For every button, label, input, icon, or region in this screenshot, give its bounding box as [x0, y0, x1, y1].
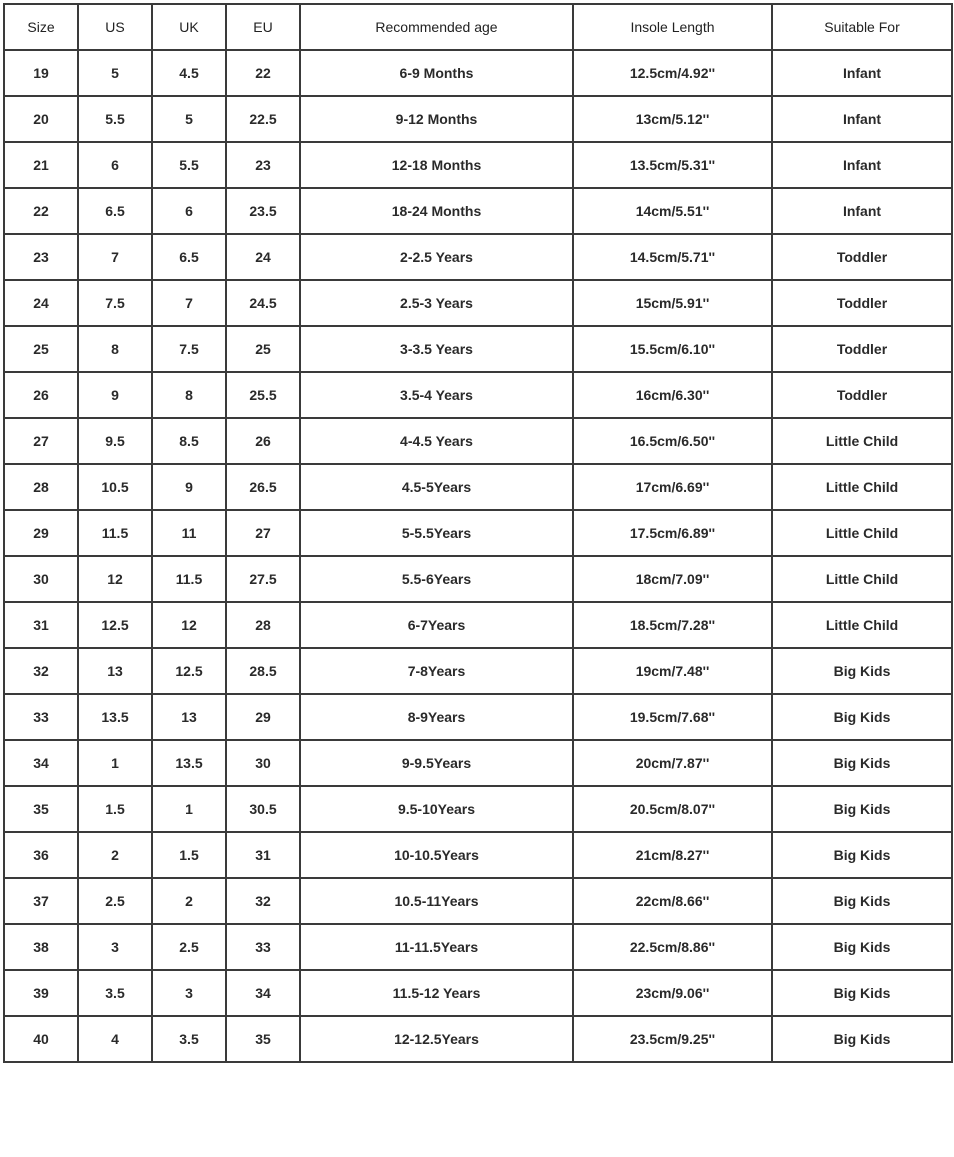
cell-size: 25 [4, 326, 78, 372]
cell-size: 22 [4, 188, 78, 234]
cell-suitable-for: Little Child [772, 464, 952, 510]
cell-us: 5.5 [78, 96, 152, 142]
cell-us: 10.5 [78, 464, 152, 510]
cell-size: 20 [4, 96, 78, 142]
table-header-row [4, 4, 952, 50]
cell-insole-length: 22cm/8.66'' [573, 878, 772, 924]
cell-recommended-age: 18-24 Months [300, 188, 573, 234]
cell-uk: 4.5 [152, 50, 226, 96]
cell-eu: 30.5 [226, 786, 300, 832]
size-chart-table [3, 3, 953, 1063]
cell-size: 33 [4, 694, 78, 740]
cell-recommended-age: 5.5-6Years [300, 556, 573, 602]
cell-suitable-for: Big Kids [772, 970, 952, 1016]
cell-insole-length: 14cm/5.51'' [573, 188, 772, 234]
cell-uk: 8 [152, 372, 226, 418]
cell-insole-length: 19cm/7.48'' [573, 648, 772, 694]
cell-suitable-for: Big Kids [772, 1016, 952, 1062]
cell-uk: 5.5 [152, 142, 226, 188]
cell-uk: 5 [152, 96, 226, 142]
cell-us: 11.5 [78, 510, 152, 556]
cell-us: 3 [78, 924, 152, 970]
table-row [4, 510, 952, 556]
cell-insole-length: 14.5cm/5.71'' [573, 234, 772, 280]
cell-size: 23 [4, 234, 78, 280]
cell-recommended-age: 4-4.5 Years [300, 418, 573, 464]
cell-size: 27 [4, 418, 78, 464]
cell-size: 34 [4, 740, 78, 786]
cell-eu: 27 [226, 510, 300, 556]
cell-recommended-age: 10.5-11Years [300, 878, 573, 924]
header-uk: UK [152, 4, 226, 50]
cell-insole-length: 19.5cm/7.68'' [573, 694, 772, 740]
cell-uk: 1 [152, 786, 226, 832]
cell-recommended-age: 10-10.5Years [300, 832, 573, 878]
cell-eu: 24.5 [226, 280, 300, 326]
cell-eu: 29 [226, 694, 300, 740]
cell-size: 31 [4, 602, 78, 648]
cell-us: 3.5 [78, 970, 152, 1016]
cell-recommended-age: 3-3.5 Years [300, 326, 573, 372]
cell-uk: 3.5 [152, 1016, 226, 1062]
table-row [4, 556, 952, 602]
cell-size: 19 [4, 50, 78, 96]
cell-eu: 25 [226, 326, 300, 372]
cell-size: 21 [4, 142, 78, 188]
cell-eu: 23.5 [226, 188, 300, 234]
cell-uk: 12.5 [152, 648, 226, 694]
cell-size: 30 [4, 556, 78, 602]
cell-us: 12.5 [78, 602, 152, 648]
table-row [4, 142, 952, 188]
table-row [4, 372, 952, 418]
cell-us: 5 [78, 50, 152, 96]
table-row [4, 924, 952, 970]
table-row [4, 50, 952, 96]
table-row [4, 1016, 952, 1062]
cell-us: 6 [78, 142, 152, 188]
cell-us: 13 [78, 648, 152, 694]
cell-size: 29 [4, 510, 78, 556]
table-row [4, 694, 952, 740]
cell-size: 36 [4, 832, 78, 878]
cell-insole-length: 15cm/5.91'' [573, 280, 772, 326]
cell-uk: 7 [152, 280, 226, 326]
cell-insole-length: 21cm/8.27'' [573, 832, 772, 878]
table-row [4, 878, 952, 924]
cell-uk: 1.5 [152, 832, 226, 878]
cell-us: 1 [78, 740, 152, 786]
cell-recommended-age: 11-11.5Years [300, 924, 573, 970]
cell-recommended-age: 6-7Years [300, 602, 573, 648]
cell-suitable-for: Little Child [772, 418, 952, 464]
cell-eu: 30 [226, 740, 300, 786]
header-eu: EU [226, 4, 300, 50]
cell-size: 32 [4, 648, 78, 694]
cell-insole-length: 23cm/9.06'' [573, 970, 772, 1016]
cell-eu: 26.5 [226, 464, 300, 510]
cell-size: 26 [4, 372, 78, 418]
cell-suitable-for: Big Kids [772, 832, 952, 878]
header-us: US [78, 4, 152, 50]
cell-suitable-for: Infant [772, 142, 952, 188]
table-row [4, 786, 952, 832]
cell-uk: 13 [152, 694, 226, 740]
cell-insole-length: 15.5cm/6.10'' [573, 326, 772, 372]
cell-size: 40 [4, 1016, 78, 1062]
cell-uk: 8.5 [152, 418, 226, 464]
cell-recommended-age: 11.5-12 Years [300, 970, 573, 1016]
cell-uk: 9 [152, 464, 226, 510]
cell-uk: 2 [152, 878, 226, 924]
cell-eu: 34 [226, 970, 300, 1016]
cell-recommended-age: 4.5-5Years [300, 464, 573, 510]
cell-suitable-for: Big Kids [772, 740, 952, 786]
cell-us: 2.5 [78, 878, 152, 924]
cell-insole-length: 18.5cm/7.28'' [573, 602, 772, 648]
cell-size: 38 [4, 924, 78, 970]
table-row [4, 464, 952, 510]
cell-us: 12 [78, 556, 152, 602]
cell-suitable-for: Little Child [772, 602, 952, 648]
cell-eu: 32 [226, 878, 300, 924]
cell-eu: 28 [226, 602, 300, 648]
cell-suitable-for: Toddler [772, 326, 952, 372]
cell-eu: 26 [226, 418, 300, 464]
cell-suitable-for: Little Child [772, 556, 952, 602]
cell-us: 6.5 [78, 188, 152, 234]
cell-uk: 2.5 [152, 924, 226, 970]
table-row [4, 648, 952, 694]
cell-insole-length: 17cm/6.69'' [573, 464, 772, 510]
cell-size: 39 [4, 970, 78, 1016]
cell-size: 24 [4, 280, 78, 326]
cell-insole-length: 18cm/7.09'' [573, 556, 772, 602]
table-row [4, 234, 952, 280]
cell-eu: 28.5 [226, 648, 300, 694]
cell-suitable-for: Big Kids [772, 786, 952, 832]
cell-suitable-for: Toddler [772, 372, 952, 418]
cell-eu: 31 [226, 832, 300, 878]
table-row [4, 326, 952, 372]
cell-recommended-age: 8-9Years [300, 694, 573, 740]
header-suitable-for: Suitable For [772, 4, 952, 50]
cell-eu: 33 [226, 924, 300, 970]
table-row [4, 188, 952, 234]
header-size: Size [4, 4, 78, 50]
table-row [4, 740, 952, 786]
cell-recommended-age: 2.5-3 Years [300, 280, 573, 326]
cell-uk: 7.5 [152, 326, 226, 372]
cell-eu: 23 [226, 142, 300, 188]
cell-eu: 24 [226, 234, 300, 280]
cell-size: 37 [4, 878, 78, 924]
table-row [4, 602, 952, 648]
cell-suitable-for: Infant [772, 50, 952, 96]
table-row [4, 280, 952, 326]
cell-insole-length: 12.5cm/4.92'' [573, 50, 772, 96]
cell-recommended-age: 9-9.5Years [300, 740, 573, 786]
cell-insole-length: 13.5cm/5.31'' [573, 142, 772, 188]
cell-uk: 11 [152, 510, 226, 556]
cell-recommended-age: 6-9 Months [300, 50, 573, 96]
cell-us: 7.5 [78, 280, 152, 326]
cell-recommended-age: 12-18 Months [300, 142, 573, 188]
cell-suitable-for: Big Kids [772, 878, 952, 924]
cell-insole-length: 22.5cm/8.86'' [573, 924, 772, 970]
cell-recommended-age: 7-8Years [300, 648, 573, 694]
cell-recommended-age: 2-2.5 Years [300, 234, 573, 280]
cell-us: 2 [78, 832, 152, 878]
cell-uk: 12 [152, 602, 226, 648]
header-insole-length: Insole Length [573, 4, 772, 50]
table-row [4, 970, 952, 1016]
cell-recommended-age: 9.5-10Years [300, 786, 573, 832]
cell-uk: 11.5 [152, 556, 226, 602]
cell-suitable-for: Big Kids [772, 924, 952, 970]
cell-suitable-for: Big Kids [772, 694, 952, 740]
cell-insole-length: 16.5cm/6.50'' [573, 418, 772, 464]
cell-us: 4 [78, 1016, 152, 1062]
cell-suitable-for: Little Child [772, 510, 952, 556]
cell-insole-length: 20.5cm/8.07'' [573, 786, 772, 832]
cell-suitable-for: Toddler [772, 280, 952, 326]
cell-uk: 6.5 [152, 234, 226, 280]
cell-us: 1.5 [78, 786, 152, 832]
cell-recommended-age: 5-5.5Years [300, 510, 573, 556]
cell-recommended-age: 9-12 Months [300, 96, 573, 142]
cell-us: 8 [78, 326, 152, 372]
cell-us: 9.5 [78, 418, 152, 464]
cell-suitable-for: Infant [772, 96, 952, 142]
cell-insole-length: 23.5cm/9.25'' [573, 1016, 772, 1062]
cell-recommended-age: 3.5-4 Years [300, 372, 573, 418]
cell-suitable-for: Toddler [772, 234, 952, 280]
cell-uk: 3 [152, 970, 226, 1016]
cell-insole-length: 20cm/7.87'' [573, 740, 772, 786]
table-row [4, 96, 952, 142]
cell-us: 7 [78, 234, 152, 280]
table-body [4, 50, 952, 1062]
cell-insole-length: 17.5cm/6.89'' [573, 510, 772, 556]
cell-insole-length: 16cm/6.30'' [573, 372, 772, 418]
cell-recommended-age: 12-12.5Years [300, 1016, 573, 1062]
cell-size: 35 [4, 786, 78, 832]
cell-uk: 13.5 [152, 740, 226, 786]
cell-uk: 6 [152, 188, 226, 234]
cell-us: 9 [78, 372, 152, 418]
cell-insole-length: 13cm/5.12'' [573, 96, 772, 142]
cell-eu: 27.5 [226, 556, 300, 602]
cell-size: 28 [4, 464, 78, 510]
cell-suitable-for: Infant [772, 188, 952, 234]
table-row [4, 832, 952, 878]
cell-suitable-for: Big Kids [772, 648, 952, 694]
cell-us: 13.5 [78, 694, 152, 740]
table-row [4, 418, 952, 464]
cell-eu: 22 [226, 50, 300, 96]
cell-eu: 25.5 [226, 372, 300, 418]
cell-eu: 22.5 [226, 96, 300, 142]
header-recommended-age: Recommended age [300, 4, 573, 50]
cell-eu: 35 [226, 1016, 300, 1062]
